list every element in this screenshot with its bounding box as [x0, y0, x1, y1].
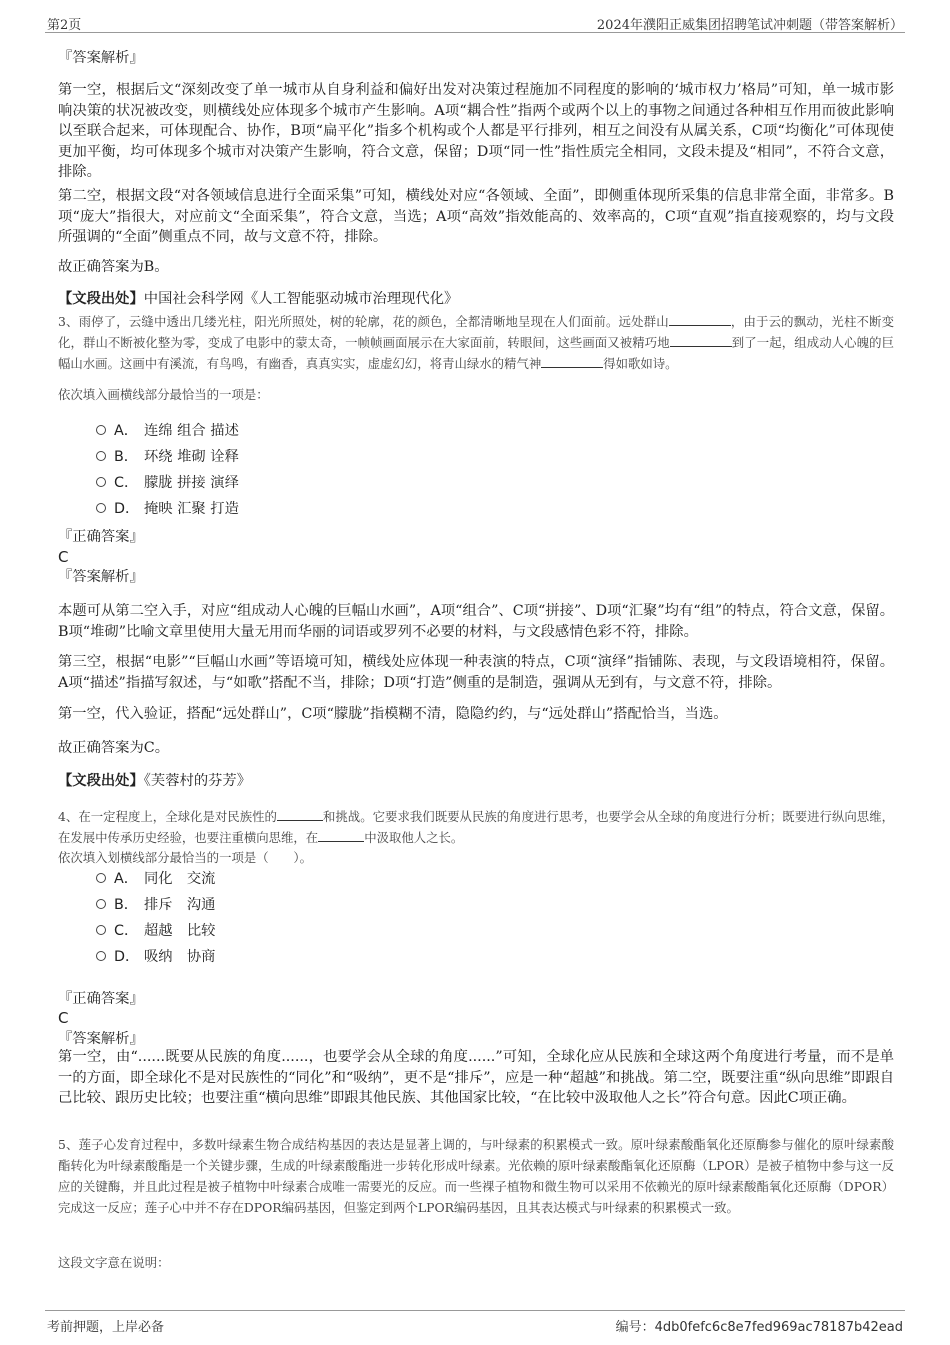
q5-prompt: 这段文字意在说明： — [58, 1255, 170, 1270]
q3-source — [58, 771, 894, 791]
fill-blank-2 — [318, 829, 364, 842]
q4-analysis-label: 『答案解析』 — [58, 1031, 144, 1047]
fill-blank-1 — [669, 313, 731, 326]
radio-icon[interactable] — [96, 925, 106, 935]
radio-icon[interactable] — [96, 899, 106, 909]
q3-analysis-label: 『答案解析』 — [58, 569, 144, 585]
radio-icon[interactable] — [96, 425, 106, 435]
q4-options — [96, 869, 215, 973]
option-b[interactable]: B． 排斥 沟通 — [96, 895, 215, 921]
option-c[interactable]: C． 朦胧 拼接 演绎 — [96, 473, 239, 499]
option-b[interactable]: B． 环绕 堆砌 诠释 — [96, 447, 239, 473]
page-number: 第2页 — [47, 18, 82, 33]
radio-icon[interactable] — [96, 503, 106, 513]
q3-correct-answer: C — [58, 548, 69, 566]
radio-icon[interactable] — [96, 873, 106, 883]
page-header — [45, 12, 905, 33]
q4-correct-answer: C — [58, 1009, 69, 1027]
q3-analysis-paragraph-2: 第三空，根据“电影”“巨幅山水画”等语境可知，横线处应体现一种表演的特点，C项“演绎”指铺陈、表现，与文段语境相符，保留。A项“描述”指描写叙述，与“如歌”搭配不当，排除；D项“打造”侧重的是制造，强调从无到有，与文意不符，排除。 — [58, 654, 894, 691]
option-d[interactable]: D． 掩映 汇聚 打造 — [96, 499, 239, 525]
q2-conclusion: 故正确答案为B。 — [58, 259, 169, 275]
q4-correct-label: 『正确答案』 — [58, 991, 144, 1007]
q2-analysis-paragraph-2: 第二空，根据文段“对各领域信息进行全面采集”可知，横线处对应“各领域、全面”，即侧重体现所采集的信息非常全面，非常多。B项“庞大”指很大，对应前文“全面采集”，符合文意，当选；A项“高效”指效能高的、效率高的，C项“直观”指直接观察的，均与文段所强调的“全面”侧重点不同，故与文意不符，排除。 — [58, 188, 894, 245]
footer-slogan: 考前押题，上岸必备 — [47, 1320, 165, 1335]
q4-analysis: 第一空，由“......既要从民族的角度......，也要学会从全球的角度......”可知，全球化应从民族和全球这两个角度进行考量，而不是单一的方面，即全球化不是对民族性的“同化”和“吸纳”，更不是“排斥”，应是一种“超越”和挑战。第二空，既要注重“纵向思维”即跟自己比较、跟历史比较；也要注重“横向思维”即跟其他民族、其他国家比较，“在比较中汲取他人之长”符合句意。因此C项正确。 — [58, 1049, 894, 1106]
source-text: 《芙蓉村的芬芳》 — [143, 773, 252, 789]
option-c[interactable]: C． 超越 比较 — [96, 921, 215, 947]
q4-prompt: 依次填入划横线部分最恰当的一项是（ ）。 — [58, 850, 313, 865]
q3-options — [96, 421, 239, 525]
q4-stem: 4、在一定程度上，全球化是对民族性的 和挑战。它要求我们既要从民族的角度进行思考，也要学会从全球的角度进行分析；既要进行纵向思维，在发展中传承历史经验，也要注重横向思维，在 中汲取他人之长。 — [58, 809, 894, 845]
option-d[interactable]: D． 吸纳 协商 — [96, 947, 215, 973]
document-title: 2024年濮阳正威集团招聘笔试冲刺题（带答案解析） — [596, 18, 903, 33]
q3-conclusion: 故正确答案为C。 — [58, 740, 170, 756]
fill-blank-2 — [670, 334, 732, 347]
option-a[interactable]: A． 同化 交流 — [96, 869, 215, 895]
fill-blank-3 — [541, 355, 603, 368]
document-code — [616, 1316, 903, 1335]
q2-source — [58, 289, 894, 309]
q2-analysis-paragraph-1: 第一空，根据后文“深刻改变了单一城市从自身利益和偏好出发对决策过程施加不同程度的影响的‘城市权力’格局”可知，单一城市影响决策的状况被改变，则横线处应体现多个城市产生影响。A项“耦合性”指两个或两个以上的事物之间通过各种相互作用而彼此影响以至联合起来，可体现配合、协作，B项“扁平化”指多个机构或个人都是平行排列，相互之间没有从属关系，C项“均衡化”可体现使更加平衡，均可体现多个城市对决策产生影响，符合文意，保留；D项“同一性”指性质完全相同，文段未提及“相同”，不符合文意，排除。 — [58, 82, 894, 180]
source-label: 【文段出处】 — [58, 773, 144, 789]
q2-analysis-label: 『答案解析』 — [58, 50, 144, 66]
q3-correct-label: 『正确答案』 — [58, 529, 144, 545]
page-footer — [45, 1310, 905, 1335]
q3-analysis-paragraph-1: 本题可从第二空入手，对应“组成动人心魄的巨幅山水画”，A项“组合”、C项“拼接”、D项“汇聚”均有“组”的特点，符合文意，保留。B项“堆砌”比喻文章里使用大量无用而华丽的词语或罗列不必要的材料，与文段感情色彩不符，排除。 — [58, 603, 894, 640]
radio-icon[interactable] — [96, 451, 106, 461]
radio-icon[interactable] — [96, 477, 106, 487]
q3-prompt: 依次填入画横线部分最恰当的一项是： — [58, 387, 269, 402]
q5-stem: 5、莲子心发育过程中，多数叶绿素生物合成结构基因的表达是显著上调的，与叶绿素的积累模式一致。原叶绿素酸酯氧化还原酶参与催化的原叶绿素酸酯转化为叶绿素酸酯是一个关键步骤，生成的叶绿素酸酯进一步转化形成叶绿素。光依赖的原叶绿素酸酯氧化还原酶（LPOR）是被子植物中参与这一反应的关键酶，并且此过程是被子植物中叶绿素合成唯一需要光的反应。而一些裸子植物和微生物可以采用不依赖光的原叶绿素酸酯氧化还原酶（DPOR）完成这一反应；莲子心中并不存在DPOR编码基因，但鉴定到两个LPOR编码基因，且其表达模式与叶绿素的积累模式一致。 — [58, 1137, 894, 1215]
q3-analysis-paragraph-3: 第一空，代入验证，搭配“远处群山”，C项“朦胧”指模糊不清，隐隐约约，与“远处群山”搭配恰当，当选。 — [58, 706, 728, 722]
code-value: 4db0fefc6c8e7fed969ac78187b42ead — [654, 1320, 903, 1335]
q3-stem: 3、雨停了，云缝中透出几缕光柱，阳光所照处，树的轮廓，花的颜色，全都清晰地呈现在人们面前。远处群山 ，由于云的飘动，光柱不断变化，群山不断被化整为零，变成了电影中的蒙太奇，一帧帧画面展示在大家面前，转眼间，这些画面又被精巧地 到了一起，组成动人心魄的巨幅山水画。这画中有溪流，有鸟鸣，有幽香，真真实实，虚虚幻幻，将青山绿水的精气神 得如歌如诗。 — [58, 314, 895, 371]
option-a[interactable]: A． 连绵 组合 描述 — [96, 421, 239, 447]
source-text: 中国社会科学网《人工智能驱动城市治理现代化》 — [143, 291, 459, 307]
radio-icon[interactable] — [96, 951, 106, 961]
source-label: 【文段出处】 — [58, 291, 144, 307]
fill-blank-1 — [277, 808, 323, 821]
code-label: 编号： — [615, 1320, 655, 1335]
